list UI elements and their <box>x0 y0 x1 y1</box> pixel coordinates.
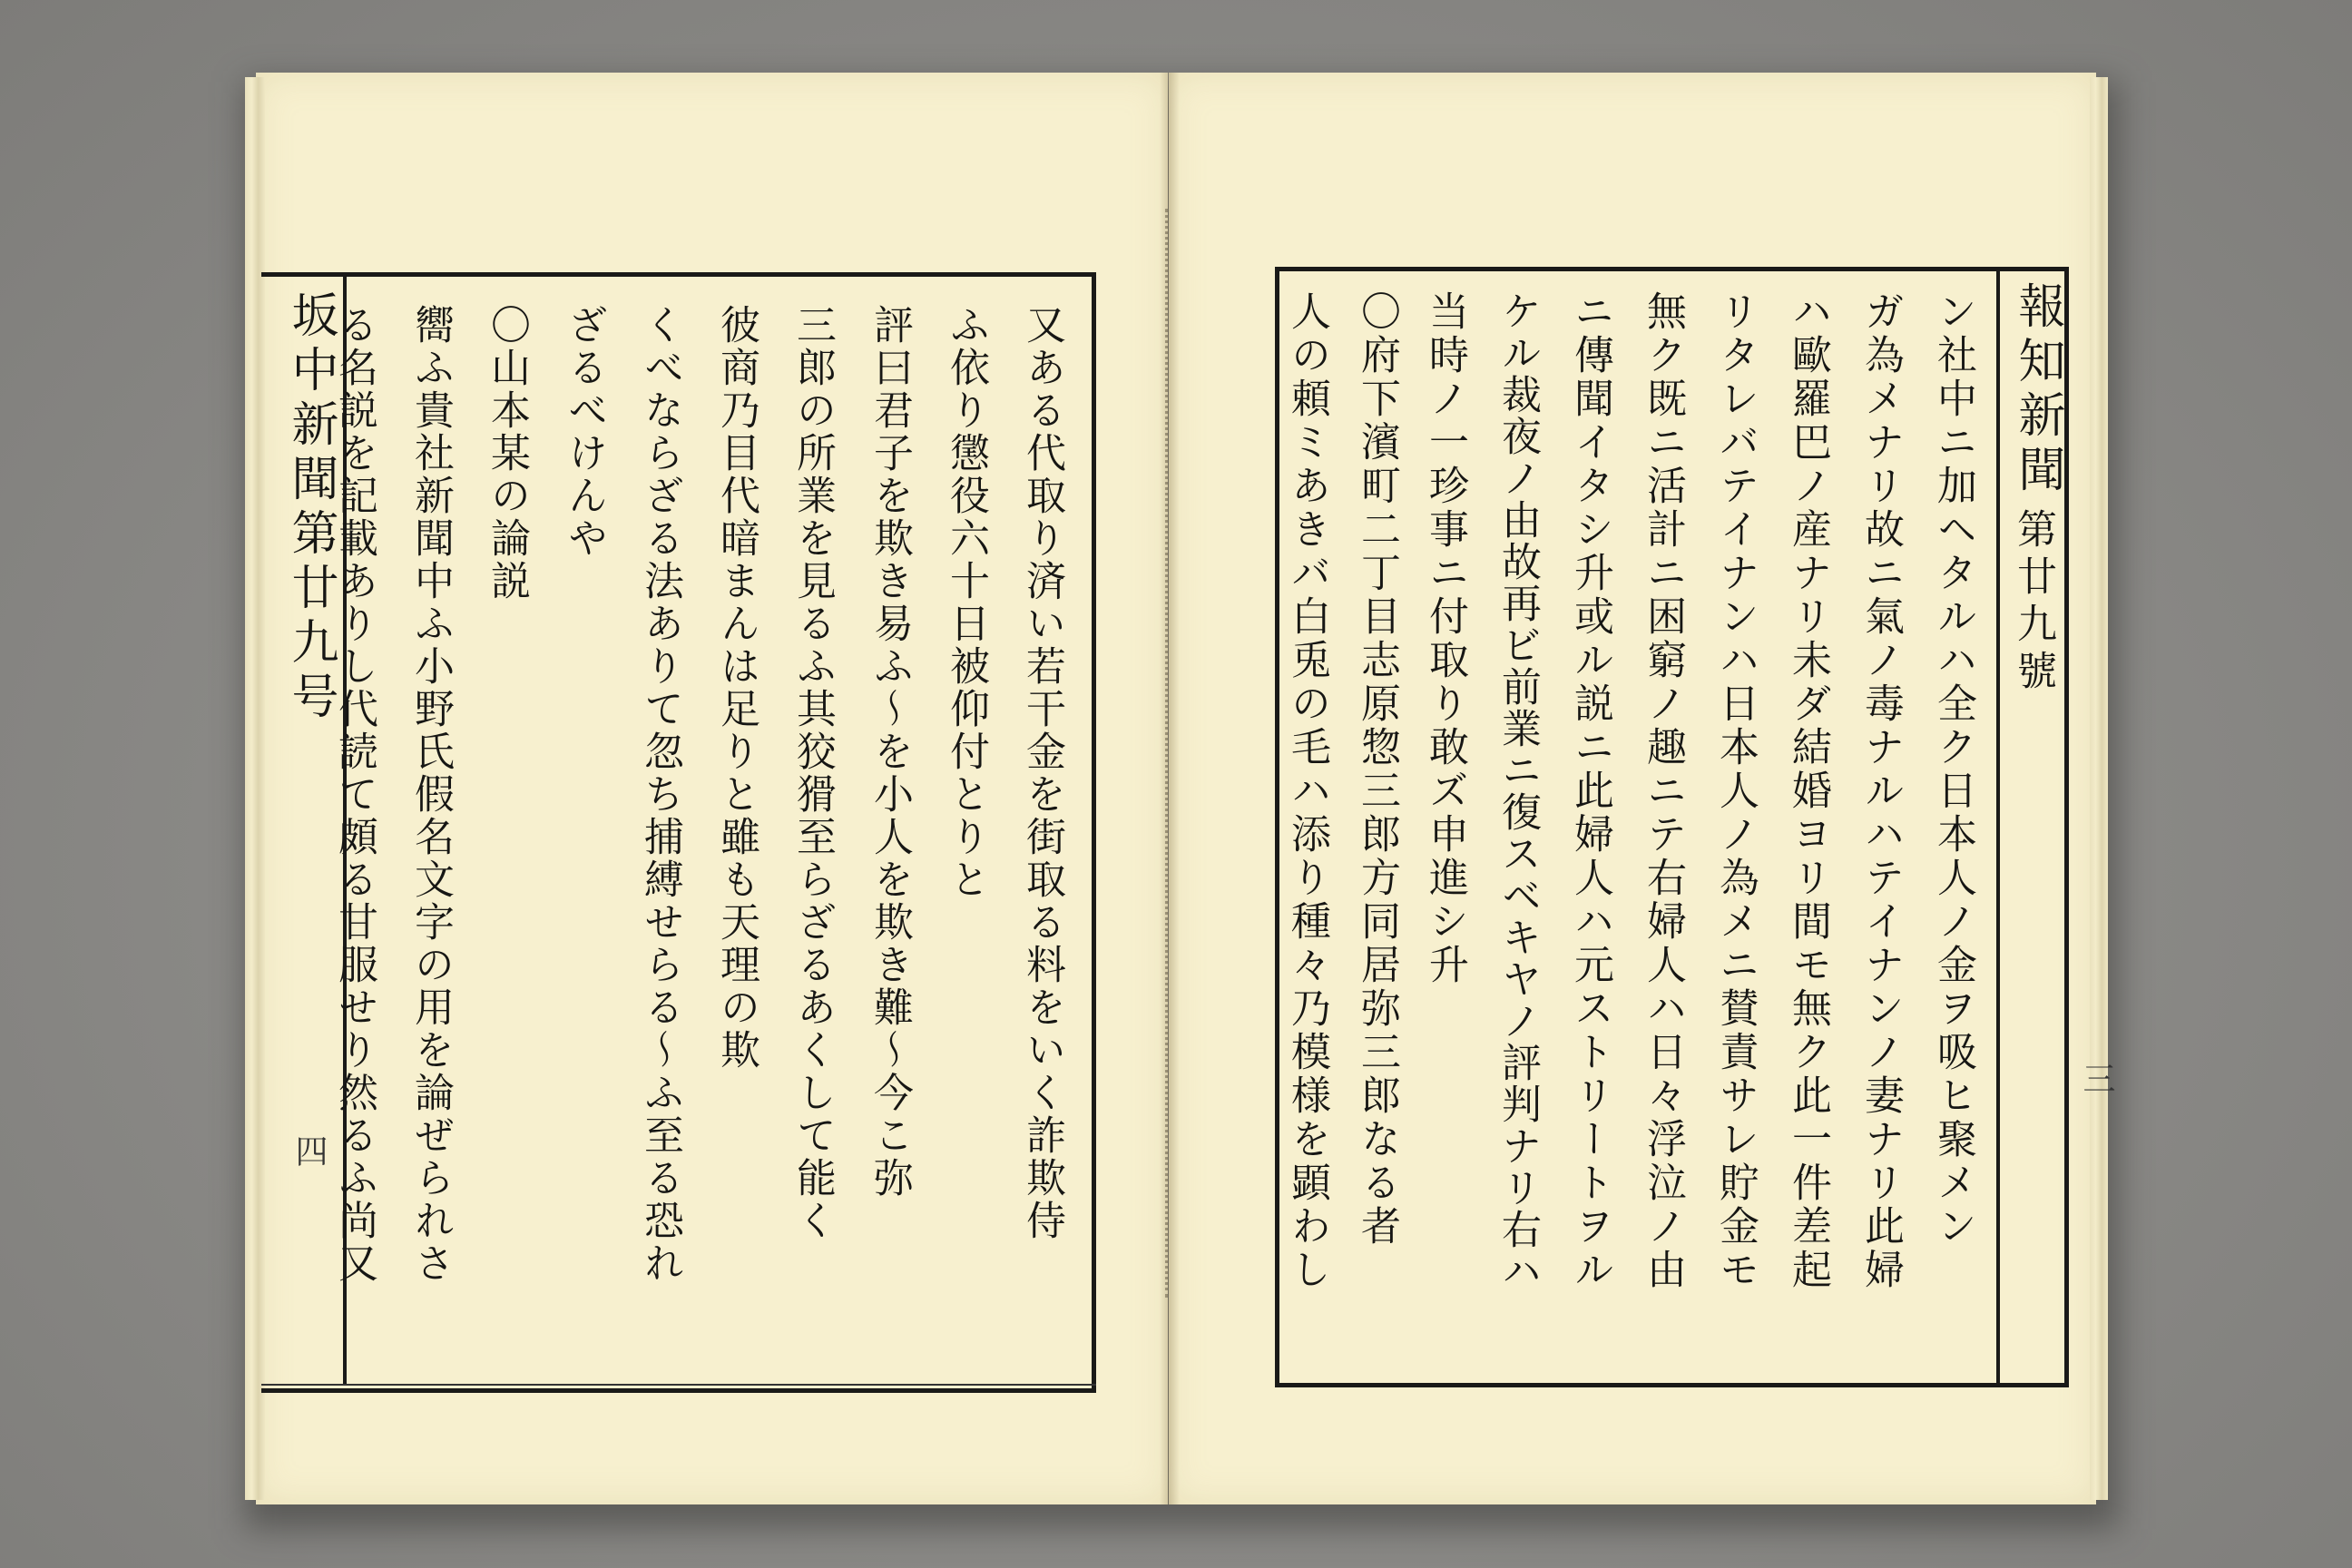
right-head-separator <box>1996 267 2000 1383</box>
left-column-6: くべならざる法ありて忽ち捕縛せらる〜ふ至る恐れ <box>637 304 683 1285</box>
right-column-10: 人の頼ミあきバ白兎の毛ハ添り種々乃模様を顕わし <box>1284 290 1330 1292</box>
right-issue-number: 第廿九號 <box>2010 508 2056 697</box>
left-page-number: 四 <box>290 1134 328 1167</box>
right-column-2: ガ為メナリ故ニ氣ノ毒ナルハテイナンノ妻ナリ此婦 <box>1857 290 1904 1292</box>
left-column-1: 又ある代取り済い若干金を街取る料をいく詐欺侍 <box>1019 304 1065 1242</box>
left-column-4: 三郎の所業を見るふ其狡猾至らざるあくして能く <box>789 304 836 1242</box>
right-column-6: ニ傳聞イタシ升或ル説ニ此婦人ハ元ストリートヲル <box>1567 290 1613 1292</box>
left-column-9: 嚮ふ貴社新聞中ふ小野氏假名文字の用を論ぜられさ <box>407 304 454 1285</box>
left-frame-baseline <box>261 1384 1096 1386</box>
right-column-9: 〇府下濱町二丁目志原惣三郎方同居弥三郎なる者 <box>1354 290 1400 1249</box>
left-column-8: 〇山本某の論説 <box>484 304 530 603</box>
right-column-4: リタレバテイナンハ日本人ノ為メニ賛責サレ貯金モ <box>1712 290 1759 1292</box>
right-page-edges <box>2090 77 2108 1500</box>
right-column-1: ン社中ニ加ヘタルハ全ク日本人ノ金ヲ吸ヒ聚メン <box>1930 290 1976 1249</box>
right-column-5: 無ク既ニ活計ニ困窮ノ趣ニテ右婦人ハ日々浮泣ノ由 <box>1640 290 1686 1292</box>
binding-stitch <box>1165 209 1171 1298</box>
right-column-8: 当時ノ一珍事ニ付取り敢ズ申進シ升 <box>1422 290 1468 987</box>
left-running-head: 坂中新聞第廿九号 <box>283 290 338 726</box>
left-column-3: 評曰君子を欺き易ふ〜を小人を欺き難〜今こ弥 <box>867 304 913 1200</box>
right-column-7: ケル裁夜ノ由故再ビ前業ニ復スベキヤノ評判ナリ右ハ <box>1494 290 1541 1292</box>
left-column-2: ふ依り懲役六十日被仰付とりと <box>943 304 989 901</box>
left-column-5: 彼商乃目代暗まんは足りと雖も天理の欺 <box>713 304 760 1072</box>
left-column-10: る名説を記載ありし代読て頗る甘服せり然るふ尚又 <box>331 304 377 1285</box>
right-column-3: ハ歐羅巴ノ産ナリ未ダ結婚ヨリ間モ無ク此一件差起 <box>1785 290 1831 1292</box>
right-running-head: 報知新聞 <box>2010 281 2064 499</box>
right-page-number: 三 <box>2078 1062 2115 1094</box>
left-column-7: ざるべけんや <box>561 304 607 560</box>
